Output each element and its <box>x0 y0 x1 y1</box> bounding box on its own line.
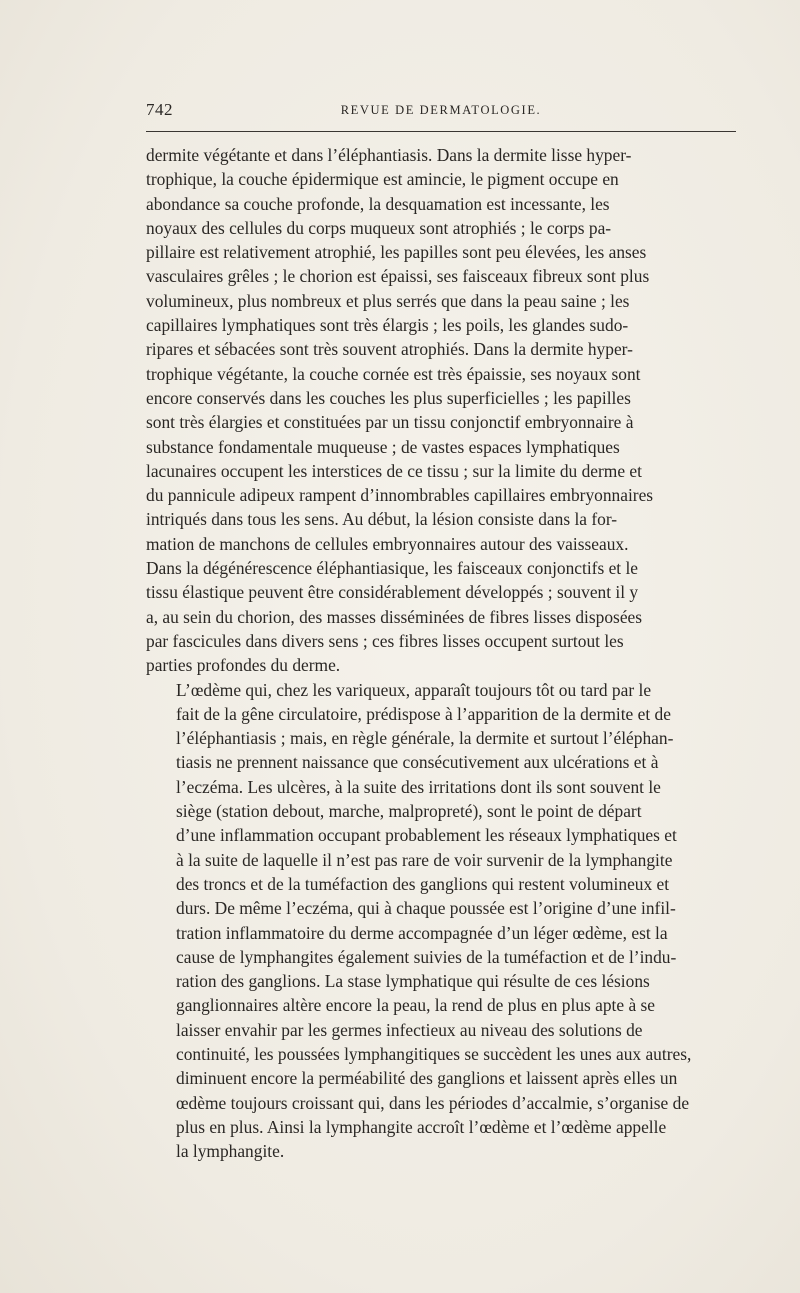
text-line: l’eczéma. Les ulcères, à la suite des irritations dont ils sont souvent le <box>176 776 661 797</box>
text-line: L’œdème qui, chez les variqueux, apparaît toujours tôt ou tard par le <box>176 679 652 700</box>
text-line: diminuent encore la perméabilité des ganglions et laissent après elles un <box>176 1068 678 1089</box>
text-line: intriqués dans tous les sens. Au début, la lésion consiste dans la for- <box>146 509 618 530</box>
text-line: noyaux des cellules du corps muqueux sont atrophiés ; le corps pa- <box>146 217 612 238</box>
text-line: Dans la dégénérescence éléphantiasique, les faisceaux conjonctifs et le <box>146 558 639 579</box>
text-line: encore conservés dans les couches les plus superficielles ; les papilles <box>146 387 631 408</box>
text-line: substance fondamentale muqueuse ; de vastes espaces lymphatiques <box>146 436 620 457</box>
text-line: à la suite de laquelle il n’est pas rare de voir survenir de la lymphangite <box>176 849 673 870</box>
text-line: volumineux, plus nombreux et plus serrés que dans la peau saine ; les <box>146 290 630 311</box>
text-line: laisser envahir par les germes infectieux au niveau des solutions de <box>176 1019 643 1040</box>
running-title: REVUE DE DERMATOLOGIE. <box>340 103 542 117</box>
text-line: durs. De même l’eczéma, qui à chaque poussée est l’origine d’une infil- <box>176 898 676 919</box>
body-text <box>146 143 738 1163</box>
text-line: cause de lymphangites également suivies de la tuméfaction et de l’indu- <box>176 946 677 967</box>
text-line: vasculaires grêles ; le chorion est épaissi, ses faisceaux fibreux sont plus <box>146 266 650 287</box>
header-rule <box>146 131 736 132</box>
text-line: tiasis ne prennent naissance que consécutivement aux ulcérations et à <box>176 752 659 773</box>
text-line: plus en plus. Ainsi la lymphangite accroît l’œdème et l’œdème appelle <box>176 1116 667 1137</box>
text-line: siège (station debout, marche, malpropreté), sont le point de départ <box>176 801 642 822</box>
text-line: l’éléphantiasis ; mais, en règle générale, la dermite et surtout l’éléphan- <box>176 728 674 749</box>
paragraph <box>146 143 738 678</box>
text-line: dermite végétante et dans l’éléphantiasis. Dans la dermite lisse hyper- <box>146 145 632 165</box>
text-line: fait de la gêne circulatoire, prédispose à l’apparition de la dermite et de <box>176 703 671 724</box>
paragraph <box>146 678 738 1164</box>
text-line: continuité, les poussées lymphangitiques se succèdent les unes aux autres, <box>176 1043 692 1064</box>
text-line: lacunaires occupent les interstices de ce tissu ; sur la limite du derme et <box>146 460 642 481</box>
page-number: 742 <box>146 100 173 119</box>
text-line: par fascicules dans divers sens ; ces fibres lisses occupent surtout les <box>146 630 624 651</box>
text-line: d’une inflammation occupant probablement les réseaux lymphatiques et <box>176 825 677 846</box>
text-line: œdème toujours croissant qui, dans les périodes d’accalmie, s’organise de <box>176 1092 690 1113</box>
text-line: pillaire est relativement atrophié, les papilles sont peu élevées, les anses <box>146 242 647 263</box>
text-line: tration inflammatoire du derme accompagnée d’un léger œdème, est la <box>176 922 668 943</box>
running-header <box>146 98 736 126</box>
text-line: abondance sa couche profonde, la desquamation est incessante, les <box>146 193 610 214</box>
text-line: du pannicule adipeux rampent d’innombrables capillaires embryonnaires <box>146 485 654 506</box>
text-line: mation de manchons de cellules embryonnaires autour des vaisseaux. <box>146 533 629 554</box>
text-line: capillaires lymphatiques sont très élargis ; les poils, les glandes sudo- <box>146 315 629 336</box>
text-line: ganglionnaires altère encore la peau, la rend de plus en plus apte à se <box>176 995 656 1016</box>
text-line: parties profondes du derme. <box>146 655 341 676</box>
text-line: sont très élargies et constituées par un tissu conjonctif embryonnaire à <box>146 412 634 433</box>
text-line: des troncs et de la tuméfaction des ganglions qui restent volumineux et <box>176 873 670 894</box>
text-line: ripares et sébacées sont très souvent atrophiés. Dans la dermite hyper- <box>146 339 633 360</box>
text-line: trophique, la couche épidermique est amincie, le pigment occupe en <box>146 169 619 190</box>
text-line: la lymphangite. <box>176 1141 285 1162</box>
text-line: trophique végétante, la couche cornée est très épaissie, ses noyaux sont <box>146 363 641 384</box>
text-line: tissu élastique peuvent être considérablement développés ; souvent il y <box>146 582 639 603</box>
text-line: ration des ganglions. La stase lymphatique qui résulte de ces lésions <box>176 971 650 992</box>
text-line: a, au sein du chorion, des masses disséminées de fibres lisses disposées <box>146 606 643 627</box>
